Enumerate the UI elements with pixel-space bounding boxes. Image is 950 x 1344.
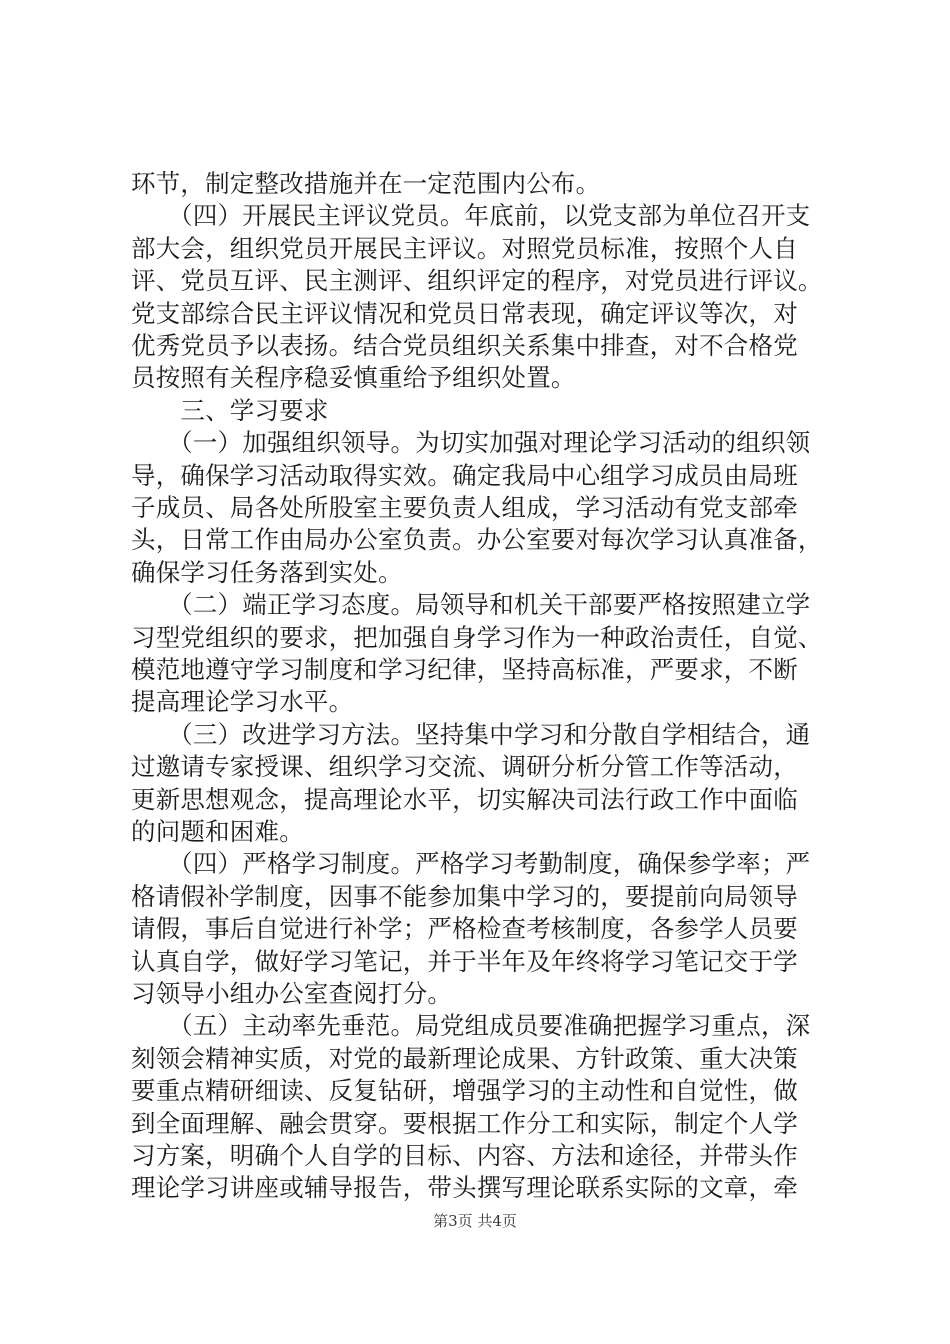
section-heading: 三、学习要求 bbox=[131, 395, 329, 425]
text-line: （四）开展民主评议党员。年底前，以党支部为单位召开支 bbox=[131, 201, 811, 231]
text-line: 的问题和困难。 bbox=[131, 817, 304, 846]
page-number-footer: 第3页 共4页 bbox=[433, 1212, 517, 1230]
text-line: 头，日常工作由局办公室负责。办公室要对每次学习认真准备， bbox=[131, 525, 823, 555]
text-line: （五）主动率先垂范。局党组成员要准确把握学习重点，深 bbox=[131, 1011, 811, 1041]
text-line: 评、党员互评、民主测评、组织评定的程序，对党员进行评议。 bbox=[131, 266, 823, 296]
text-line: 更新思想观念，提高理论水平，切实解决司法行政工作中面临 bbox=[131, 784, 798, 814]
text-line: 格请假补学制度，因事不能参加集中学习的，要提前向局领导 bbox=[131, 881, 798, 911]
text-line: 认真自学，做好学习笔记，并于半年及年终将学习笔记交于学 bbox=[131, 946, 798, 976]
text-line: 员按照有关程序稳妥慎重给予组织处置。 bbox=[131, 363, 576, 393]
text-line: 模范地遵守学习制度和学习纪律，坚持高标准，严要求，不断 bbox=[131, 655, 798, 684]
text-line: 党支部综合民主评议情况和党员日常表现，确定评议等次，对 bbox=[131, 298, 798, 328]
text-line: 提高理论学习水平。 bbox=[131, 687, 354, 717]
text-line: 环节，制定整改措施并在一定范围内公布。 bbox=[131, 169, 601, 198]
text-line: （二）端正学习态度。局领导和机关干部要严格按照建立学 bbox=[131, 590, 811, 620]
text-line: 确保学习任务落到实处。 bbox=[131, 557, 403, 587]
text-line: （一）加强组织领导。为切实加强对理论学习活动的组织领 bbox=[131, 428, 811, 458]
text-line: 导，确保学习活动取得实效。确定我局中心组学习成员由局班 bbox=[131, 460, 798, 490]
text-line: 部大会，组织党员开展民主评议。对照党员标准，按照个人自 bbox=[131, 233, 798, 263]
text-line: （三）改进学习方法。坚持集中学习和分散自学相结合，通 bbox=[131, 719, 811, 749]
text-line: 习方案，明确个人自学的目标、内容、方法和途径，并带头作 bbox=[131, 1141, 798, 1170]
text-line: 习型党组织的要求，把加强自身学习作为一种政治责任，自觉、 bbox=[131, 622, 823, 652]
text-line: （四）严格学习制度。严格学习考勤制度，确保参学率；严 bbox=[131, 849, 811, 879]
text-line: 过邀请专家授课、组织学习交流、调研分析分管工作等活动， bbox=[131, 752, 798, 782]
text-line: 习领导小组办公室查阅打分。 bbox=[131, 979, 453, 1008]
text-line: 请假，事后自觉进行补学；严格检查考核制度，各参学人员要 bbox=[131, 914, 798, 944]
text-line: 刻领会精神实质，对党的最新理论成果、方针政策、重大决策 bbox=[131, 1043, 798, 1073]
text-line: 优秀党员予以表扬。结合党员组织关系集中排查，对不合格党 bbox=[131, 331, 798, 360]
text-line: 到全面理解、融会贯穿。要根据工作分工和实际，制定个人学 bbox=[131, 1108, 798, 1138]
text-line: 理论学习讲座或辅导报告，带头撰写理论联系实际的文章，牵 bbox=[131, 1173, 798, 1203]
text-line: 要重点精研细读、反复钻研，增强学习的主动性和自觉性，做 bbox=[131, 1076, 798, 1106]
text-line: 子成员、局各处所股室主要负责人组成，学习活动有党支部牵 bbox=[131, 493, 798, 522]
